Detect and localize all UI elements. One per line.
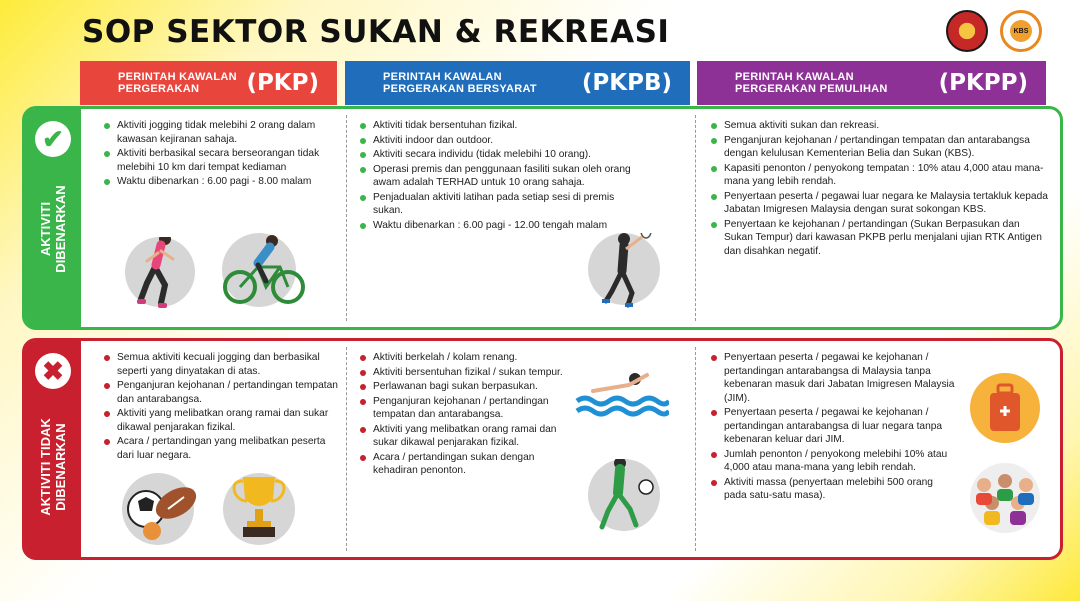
list-item: Aktiviti bersentuhan fizikal / sukan tempur. (357, 366, 575, 380)
kbs-logo: KBS (1000, 10, 1042, 52)
list-item: Aktiviti secara individu (tidak melebihi 10 orang). (357, 148, 647, 162)
list-item: Semua aktiviti kecuali jogging dan berbasikal seperti yang dinyatakan di atas. (101, 351, 341, 378)
header-pkp-abbr: (PKP) (246, 70, 319, 96)
allowed-panel (22, 106, 1063, 330)
not-allowed-pkp-list (101, 351, 341, 463)
list-item: Aktiviti indoor dan outdoor. (357, 134, 647, 148)
list-item: Perlawanan bagi sukan berpasukan. (357, 380, 575, 394)
list-item: Acara / pertandingan sukan dengan kehadiran penonton. (357, 451, 575, 478)
not-allowed-pkpb-list (357, 351, 575, 479)
list-item: Penganjuran kejohanan / pertandingan tempatan dan antarabangsa. (357, 395, 575, 422)
list-item: Penyertaan peserta / pegawai ke kejohanan / pertandingan antarabangsa di Malaysia tanpa kebenaran masuk dari Jabatan Imigresen Malaysia (JIM). (708, 351, 958, 405)
cross-icon: ✖ (35, 353, 71, 389)
swimming-icon (573, 365, 669, 425)
allowed-pkp-list (101, 119, 341, 190)
header-pkpp-abbr: (PKPP) (938, 70, 1028, 96)
list-item: Jumlah penonton / penyokong melebihi 10% atau 4,000 atau mana-mana yang lebih rendah. (708, 448, 958, 475)
list-item: Penyertaan ke kejohanan / pertandingan (Sukan Berpasukan dan Sukan Tempur) dari kawasan PKPB perlu menjalani ujian RTK Antigen dan disahkan negatif. (708, 218, 1048, 259)
list-item: Waktu dibenarkan : 6.00 pagi - 8.00 malam (101, 175, 341, 189)
header-pkpp-full: PERINTAH KAWALAN PERGERAKAN PEMULIHAN (735, 71, 888, 95)
header-pkpb-abbr: (PKPB) (581, 70, 672, 96)
list-item: Penganjuran kejohanan / pertandingan tempatan dan antarabangsa dengan kelulusan Kementerian Belia dan Sukan (KBS). (708, 134, 1048, 161)
list-item: Aktiviti massa (penyertaan melebihi 500 orang pada satu-satu masa). (708, 476, 958, 503)
jogging-icon (125, 237, 195, 307)
not-allowed-sidebar (25, 341, 81, 557)
list-item: Waktu dibenarkan : 6.00 pagi - 12.00 tengah malam (357, 219, 647, 233)
list-item: Acara / pertandingan yang melibatkan peserta dari luar negara. (101, 435, 341, 462)
list-item: Aktiviti tidak bersentuhan fizikal. (357, 119, 647, 133)
badminton-icon (588, 233, 660, 305)
not-allowed-panel (22, 338, 1063, 560)
trophy-icon (223, 473, 295, 545)
check-icon: ✔ (35, 121, 71, 157)
page-title: SOP SEKTOR SUKAN & REKREASI (82, 14, 670, 50)
not-allowed-label: AKTIVITI TIDAK DIBENARKAN (38, 418, 68, 516)
allowed-pkpp-list (708, 119, 1048, 259)
cycling-icon (222, 233, 296, 307)
ministry-logo (946, 10, 988, 52)
list-item: Aktiviti yang melibatkan orang ramai dan sukar dikawal penjarakan fizikal. (101, 407, 341, 434)
header-pkpb-full: PERINTAH KAWALAN PERGERAKAN BERSYARAT (383, 71, 537, 95)
not-allowed-pkpp-list (708, 351, 958, 504)
list-item: Penganjuran kejohanan / pertandingan tempatan dan antarabangsa. (101, 379, 341, 406)
header-pkpb (345, 61, 690, 105)
list-item: Penyertaan peserta / pegawai luar negara ke Malaysia tertakluk kepada Jabatan Imigresen Malaysia dengan surat sokongan KBS. (708, 190, 1048, 217)
list-item: Aktiviti jogging tidak melebihi 2 orang dalam kawasan kejiranan sahaja. (101, 119, 341, 146)
list-item: Semua aktiviti sukan dan rekreasi. (708, 119, 1048, 133)
balls-icon (122, 473, 194, 545)
allowed-sidebar (25, 109, 81, 327)
allowed-label: AKTIVITI DIBENARKAN (38, 185, 68, 273)
header-pkpp (697, 61, 1046, 105)
header-pkp-full: PERINTAH KAWALAN PERGERAKAN (118, 71, 237, 95)
luggage-icon (970, 373, 1040, 443)
list-item: Penyertaan peserta / pegawai ke kejohanan / pertandingan antarabangsa di luar negara tanpa kebenaran keluar dari JIM. (708, 406, 958, 447)
crowd-icon (970, 463, 1040, 533)
header-pkp (80, 61, 337, 105)
list-item: Kapasiti penonton / penyokong tempatan : 10% atau 4,000 atau mana-mana yang lebih rendah. (708, 162, 1048, 189)
list-item: Aktiviti berkelah / kolam renang. (357, 351, 575, 365)
list-item: Aktiviti berbasikal secara berseorangan tidak melebihi 10 km dari tempat kediaman (101, 147, 341, 174)
list-item: Penjadualan aktiviti latihan pada setiap sesi di premis sukan. (357, 191, 647, 218)
list-item: Aktiviti yang melibatkan orang ramai dan sukar dikawal penjarakan fizikal. (357, 423, 575, 450)
football-player-icon (588, 459, 660, 531)
allowed-pkpb-list (357, 119, 647, 233)
list-item: Operasi premis dan penggunaan fasiliti sukan oleh orang awam adalah TERHAD untuk 10 orang sahaja. (357, 163, 647, 190)
